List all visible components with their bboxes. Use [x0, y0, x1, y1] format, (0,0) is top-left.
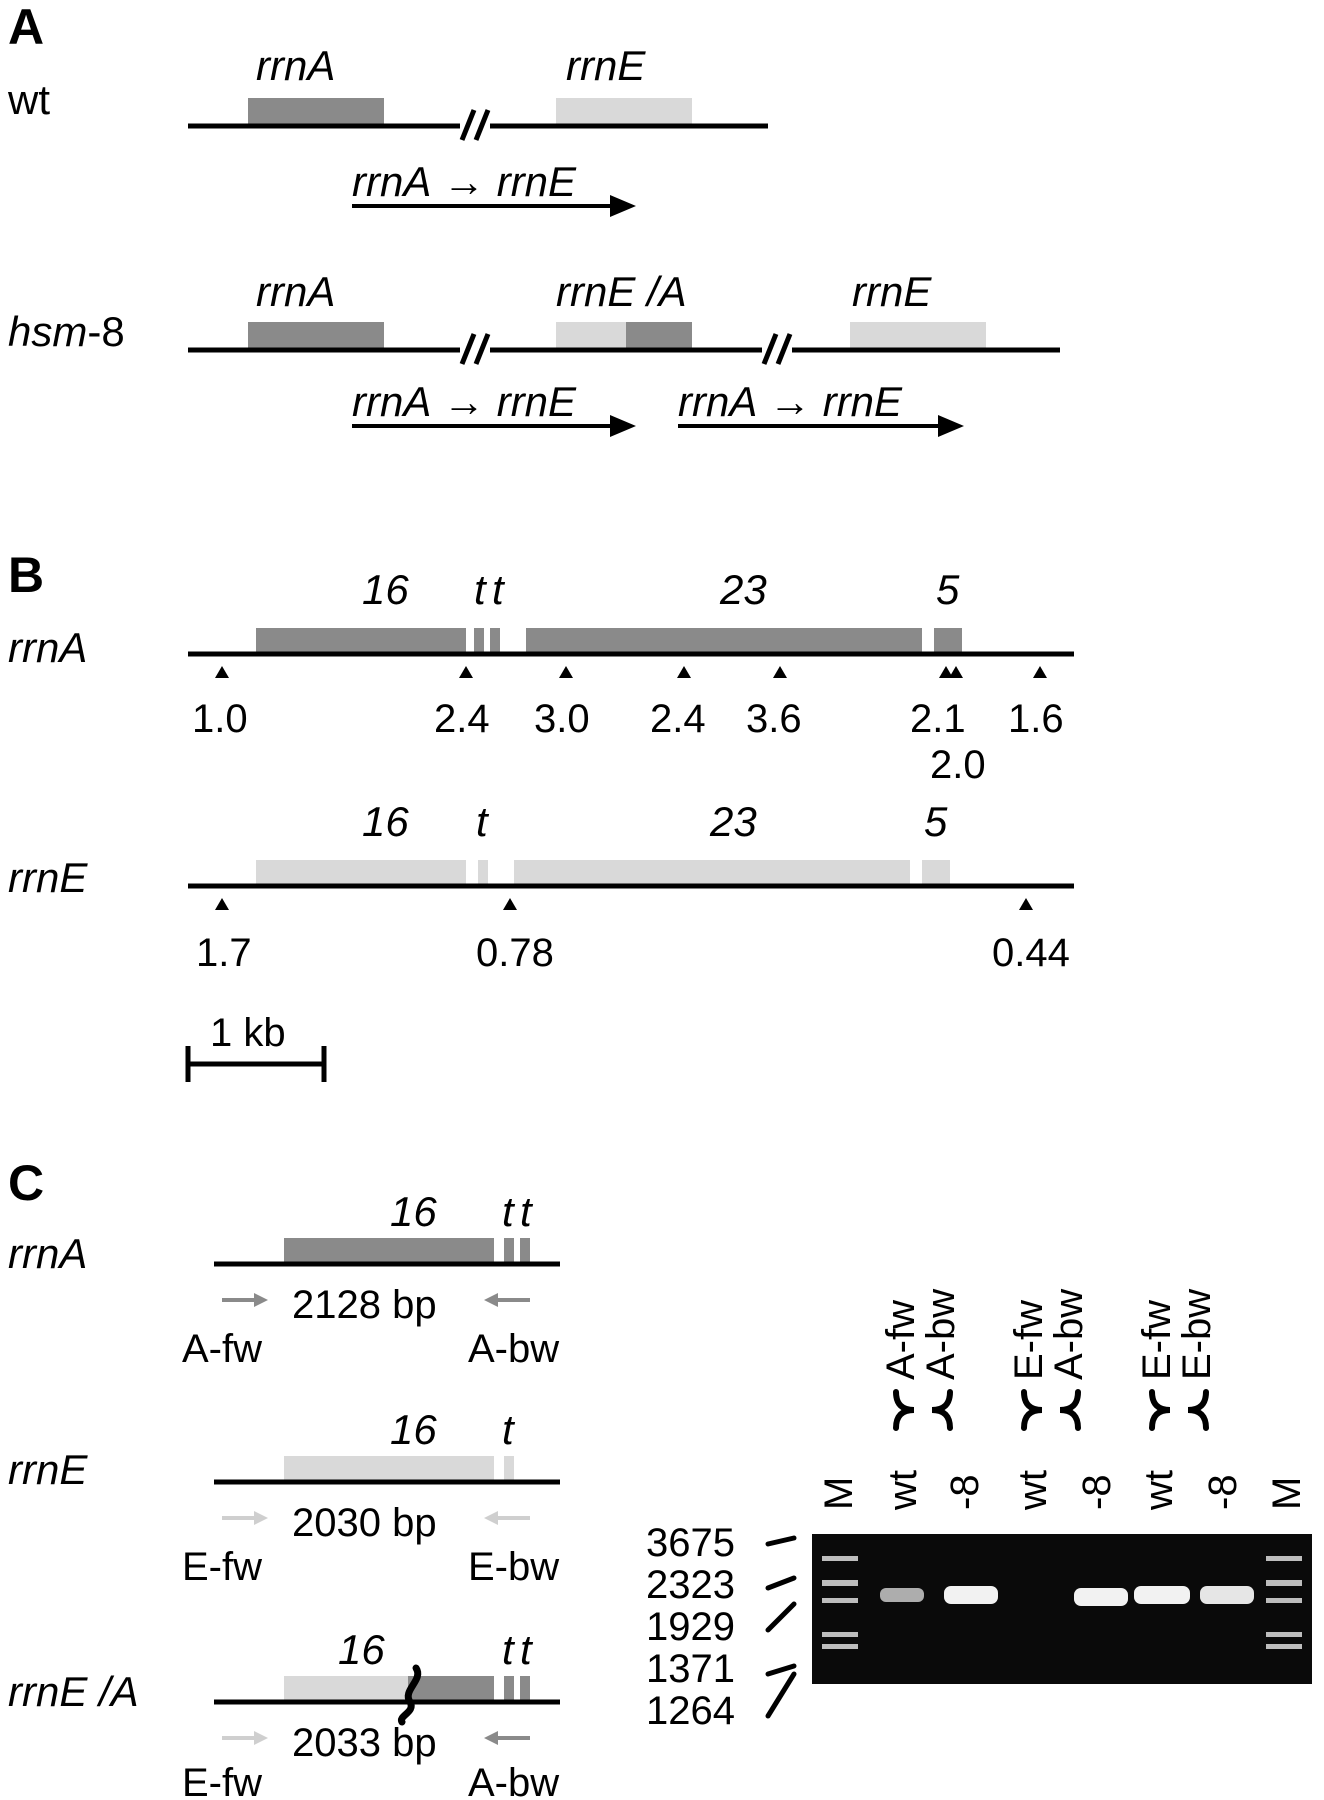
construct-rrne-gene-t: t — [502, 1406, 514, 1453]
gel-pair-2-bottom: A-bw — [1047, 1288, 1091, 1380]
rrna-site-4: 2.4 — [650, 697, 706, 741]
construct-rrne-bw-arrowhead — [484, 1511, 498, 1525]
construct-rrne-trna-block — [504, 1456, 514, 1482]
construct-rrne-fw-arrowhead — [254, 1511, 268, 1525]
hsm8-transcript-1-arrowhead — [610, 415, 636, 437]
gel-marker-size-2: 2323 — [646, 1563, 735, 1607]
wt-rrna-block — [248, 98, 384, 126]
gel-bracket-1 — [896, 1392, 950, 1428]
rrna-site-marker-4 — [677, 666, 691, 678]
rrne-5s-block — [922, 860, 950, 886]
construct-rrnea-trna2-block — [520, 1676, 530, 1702]
construct-rrnea-gene-16: 16 — [338, 1626, 385, 1673]
gel-marker-size-1: 3675 — [646, 1521, 735, 1565]
gel-image — [812, 1534, 1312, 1684]
gel-lane-label-7: -8 — [1201, 1474, 1245, 1510]
hsm8-rrne-label: rrnE — [852, 268, 932, 315]
rrna-site-5: 3.6 — [746, 697, 802, 741]
construct-rrnea-bw-label: A-bw — [468, 1761, 560, 1800]
gel-band-lane-2 — [880, 1588, 924, 1602]
panel-a-letter: A — [8, 0, 45, 55]
panel-c-letter: C — [8, 1155, 45, 1211]
construct-rrnea-trna1-block — [504, 1676, 514, 1702]
panel-b — [8, 547, 1074, 1082]
construct-rrnea-size: 2033 bp — [292, 1721, 437, 1765]
gel-lane-label-2: wt — [881, 1470, 925, 1510]
panel-c — [8, 1155, 1312, 1800]
hsm8-rrnea-left-block — [556, 322, 626, 350]
rrna-site-marker-5 — [773, 666, 787, 678]
rrna-site-marker-2 — [459, 666, 473, 678]
panel-a — [7, 0, 1060, 437]
wt-transcript-arrowhead — [610, 195, 636, 217]
rrne-site-2: 0.78 — [476, 931, 554, 975]
gel-pair-3-top: E-fw — [1135, 1300, 1179, 1380]
hsm8-transcript-1-label: rrnA → rrnE — [352, 378, 577, 425]
hsm8-transcript-2-label: rrnA → rrnE — [678, 378, 903, 425]
rrna-gene-16: 16 — [362, 566, 409, 613]
rrne-gene-16: 16 — [362, 798, 409, 845]
construct-rrne-bw-label: E-bw — [468, 1545, 560, 1589]
gel-band-lane-3 — [944, 1586, 998, 1604]
rrne-site-marker-2 — [503, 898, 517, 910]
hsm8-strain-label: hsm-8 — [8, 308, 125, 355]
gel-bracket-2 — [1024, 1392, 1078, 1428]
wt-rrna-label: rrnA — [256, 42, 336, 89]
gel-marker-size-3: 1929 — [646, 1605, 735, 1649]
rrna-gene-t2: t — [492, 566, 504, 613]
gel-bracket-3 — [1152, 1392, 1206, 1428]
rrna-site-8: 1.6 — [1008, 697, 1064, 741]
construct-rrna-gene-t2: t — [520, 1188, 532, 1235]
rrne-gene-23: 23 — [710, 798, 757, 845]
rrna-trna1-block — [474, 628, 484, 654]
construct-rrnea-bw-arrowhead — [484, 1731, 498, 1745]
gel-lane-label-6: wt — [1137, 1470, 1181, 1510]
gel-lane-label-8: M — [1265, 1476, 1309, 1510]
rrna-site-2: 2.4 — [434, 697, 490, 741]
gel-band-lane-7 — [1200, 1586, 1254, 1604]
hsm8-rrnea-right-block — [626, 322, 692, 350]
rrna-gene-t1: t — [474, 566, 486, 613]
rrna-site-7: 2.0 — [930, 743, 986, 787]
rrna-site-6: 2.1 — [910, 697, 966, 741]
gel-marker-leader-lines — [768, 1538, 794, 1716]
construct-rrne — [8, 1406, 560, 1589]
rrna-23s-block — [526, 628, 922, 654]
rrne-gene-t: t — [476, 798, 488, 845]
rrne-site-1: 1.7 — [196, 931, 252, 975]
operon-rrna-label: rrnA — [8, 624, 88, 671]
construct-rrnea-gene-t1: t — [502, 1626, 514, 1673]
gel-lane-label-3: -8 — [943, 1474, 987, 1510]
gel-marker-size-5: 1264 — [646, 1689, 735, 1733]
construct-rrna-fw-arrowhead — [254, 1293, 268, 1307]
hsm8-rrne-block — [850, 322, 986, 350]
gel-lane-label-1: M — [817, 1476, 861, 1510]
gel-band-lane-5 — [1074, 1588, 1128, 1606]
construct-rrne-name: rrnE — [8, 1446, 88, 1493]
construct-rrne-fw-label: E-fw — [182, 1545, 262, 1589]
construct-rrna-bw-label: A-bw — [468, 1327, 560, 1371]
rrna-5s-block — [934, 628, 962, 654]
rrne-23s-block — [514, 860, 910, 886]
construct-rrna-gene-16: 16 — [390, 1188, 437, 1235]
rrne-site-marker-1 — [215, 898, 229, 910]
gel-figure — [646, 1289, 1312, 1733]
construct-rrnea-fw-arrowhead — [254, 1731, 268, 1745]
hsm8-rrna-label: rrnA — [256, 268, 336, 315]
construct-rrnea-name: rrnE /A — [8, 1668, 139, 1715]
wt-rrne-label: rrnE — [566, 42, 646, 89]
rrne-site-marker-3 — [1019, 898, 1033, 910]
construct-rrnea-16s-a-part — [408, 1676, 494, 1702]
construct-rrna-bw-arrowhead — [484, 1293, 498, 1307]
wt-rrne-block — [556, 98, 692, 126]
construct-rrna-name: rrnA — [8, 1230, 88, 1277]
rrna-gene-23: 23 — [720, 566, 767, 613]
gel-band-lane-6 — [1134, 1586, 1190, 1604]
rrne-site-3: 0.44 — [992, 931, 1070, 975]
rrna-site-3: 3.0 — [534, 697, 590, 741]
construct-rrne-size: 2030 bp — [292, 1501, 437, 1545]
rrne-16s-block — [256, 860, 466, 886]
rrna-trna2-block — [490, 628, 500, 654]
operon-rrne-label: rrnE — [8, 854, 88, 901]
gel-marker-size-4: 1371 — [646, 1647, 735, 1691]
construct-rrne-gene-16: 16 — [390, 1406, 437, 1453]
wt-break-mark — [460, 110, 490, 142]
gel-lane-label-5: -8 — [1075, 1474, 1119, 1510]
gel-lane-label-4: wt — [1011, 1470, 1055, 1510]
construct-rrna-trna2-block — [520, 1238, 530, 1264]
construct-rrnea — [8, 1626, 560, 1800]
gel-pair-1-bottom: A-bw — [919, 1288, 963, 1380]
wt-transcript-label: rrnA → rrnE — [352, 158, 577, 205]
gel-pair-2-top: E-fw — [1007, 1300, 1051, 1380]
hsm8-rrna-block — [248, 322, 384, 350]
rrna-site-marker-3 — [559, 666, 573, 678]
construct-rrnea-fw-label: E-fw — [182, 1761, 262, 1800]
panel-b-letter: B — [8, 547, 45, 603]
gel-pair-1-top: A-fw — [879, 1300, 923, 1380]
rrna-gene-5: 5 — [936, 566, 960, 613]
construct-rrna — [8, 1188, 560, 1371]
gel-pair-3-bottom: E-bw — [1175, 1288, 1219, 1380]
construct-rrnea-gene-t2: t — [520, 1626, 532, 1673]
construct-rrna-fw-label: A-fw — [182, 1327, 262, 1371]
wt-strain-label: wt — [8, 76, 50, 123]
construct-rrna-gene-t1: t — [502, 1188, 514, 1235]
rrna-site-marker-8 — [1033, 666, 1047, 678]
rrne-trna-block — [478, 860, 488, 886]
rrna-site-1: 1.0 — [192, 697, 248, 741]
rrne-gene-5: 5 — [924, 798, 948, 845]
rrna-16s-block — [256, 628, 466, 654]
construct-rrnea-16s-e-part — [284, 1676, 408, 1702]
hsm8-break-mark-2 — [762, 334, 792, 366]
hsm8-break-mark-1 — [460, 334, 490, 366]
construct-rrna-trna1-block — [504, 1238, 514, 1264]
construct-rrna-16s-block — [284, 1238, 494, 1264]
rrna-site-marker-1 — [215, 666, 229, 678]
hsm8-transcript-2-arrowhead — [938, 415, 964, 437]
construct-rrne-16s-block — [284, 1456, 494, 1482]
scale-bar-label: 1 kb — [210, 1011, 286, 1055]
hsm8-rrnea-label: rrnE /A — [556, 268, 687, 315]
construct-rrna-size: 2128 bp — [292, 1283, 437, 1327]
rrna-site-marker-7 — [949, 666, 963, 678]
